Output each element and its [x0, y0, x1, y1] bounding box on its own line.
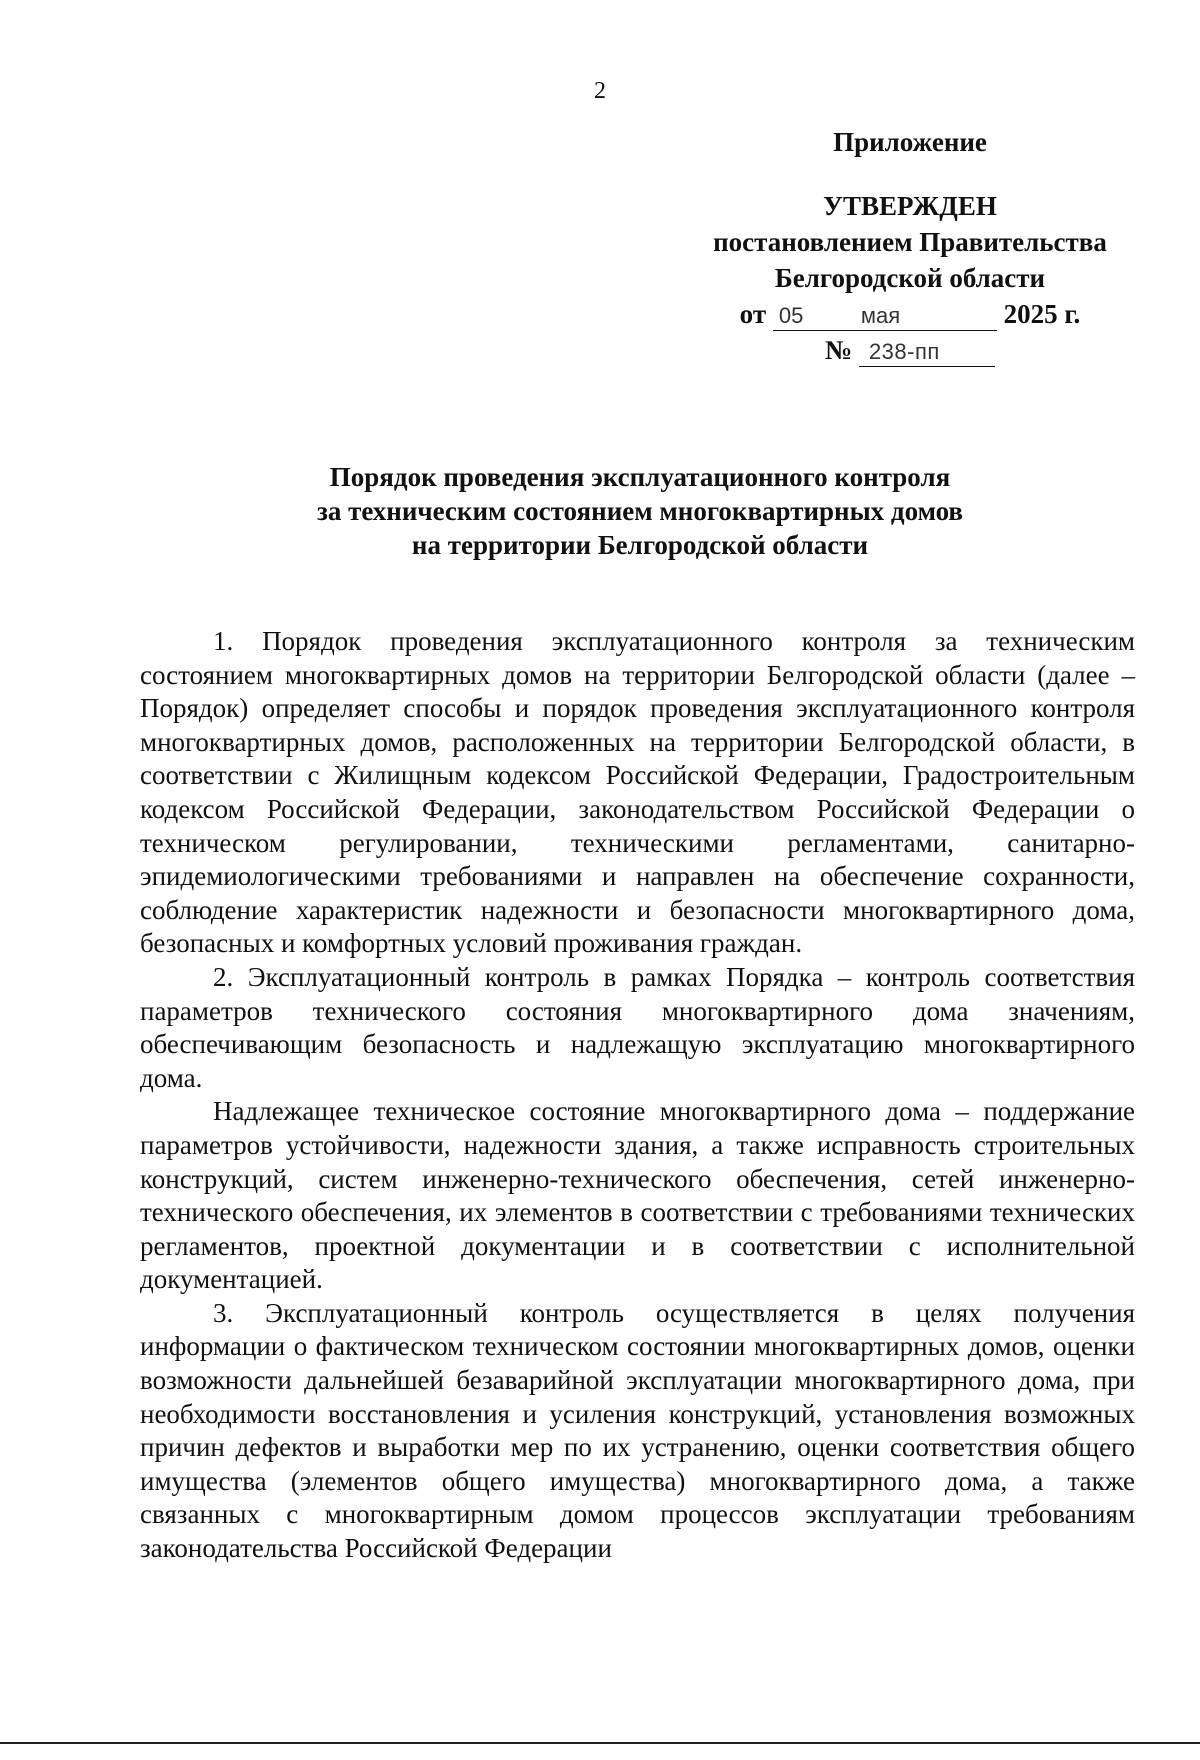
- document-title: [140, 460, 1140, 562]
- approval-authority-line2: Белгородской области: [774, 263, 1046, 293]
- page-number: 2: [594, 78, 606, 104]
- document-body: [140, 625, 1135, 1566]
- paragraph-2: 2. Эксплуатационный контроль в рамках Порядка – контроль соответствия параметров технического состояния многоквартирного дома значениям, обеспечивающим безопасность и надлежащую эксплуатацию многоквартирного дома.: [140, 961, 1135, 1093]
- number-prefix: №: [825, 335, 853, 365]
- paragraph-4: 3. Эксплуатационный контроль осуществляется в целях получения информации о фактическом техническом состоянии многоквартирных домов, оценки возможности дальнейшей безаварийной эксплуатации многоквартирного дома, при необходимости восстановления и усиления конструкций, установления возможных причин дефектов и выработки мер по их устранению, оценки соответствия общего имущества (элементов общего имущества) многоквартирного дома, а также связанных с многоквартирным домом процессов эксплуатации требованиям законодательства Российской Федерации: [140, 1297, 1135, 1564]
- date-month: мая: [849, 302, 997, 331]
- date-prefix: от: [739, 299, 767, 329]
- appendix-label: Приложение: [833, 127, 987, 157]
- title-line-1: Порядок проведения эксплуатационного контроля: [329, 462, 951, 492]
- approval-authority-line1: постановлением Правительства: [713, 227, 1107, 257]
- approval-number: [690, 332, 1130, 368]
- title-line-3: на территории Белгородской области: [411, 530, 869, 560]
- approved-label: УТВЕРЖДЕН: [823, 191, 997, 221]
- page-bottom-rule: [0, 1742, 1200, 1744]
- title-line-2: за техническим состоянием многоквартирных домов: [316, 496, 964, 526]
- paragraph-3: Надлежащее техническое состояние многоквартирного дома – поддержание параметров устойчивости, надежности здания, а также исправность строительных конструкций, систем инженерно-технического обеспечения, сетей инженерно-технического обеспечения, их элементов в соответствии с требованиями технических регламентов, проектной документации и в соответствии с исполнительной документацией.: [140, 1096, 1135, 1295]
- date-day: 05: [773, 302, 849, 331]
- approval-date: [690, 296, 1130, 332]
- approval-block: [690, 124, 1130, 368]
- paragraph-1: 1. Порядок проведения эксплуатационного контроля за техническим состоянием многоквартирных домов на территории Белгородской области (далее – Порядок) определяет способы и порядок проведения эксплуатационного контроля многоквартирных домов, расположенных на территории Белгородской области, в соответствии с Жилищным кодексом Российской Федерации, Градостроительным кодексом Российской Федерации, законодательством Российской Федерации о техническом регулировании, техническими регламентами, санитарно-эпидемиологическими требованиями и направлен на обеспечение сохранности, соблюдение характеристик надежности и безопасности многоквартирного дома, безопасных и комфортных условий проживания граждан.: [140, 626, 1135, 959]
- date-year: 2025 г.: [1003, 299, 1081, 329]
- number-value: 238-пп: [859, 338, 995, 367]
